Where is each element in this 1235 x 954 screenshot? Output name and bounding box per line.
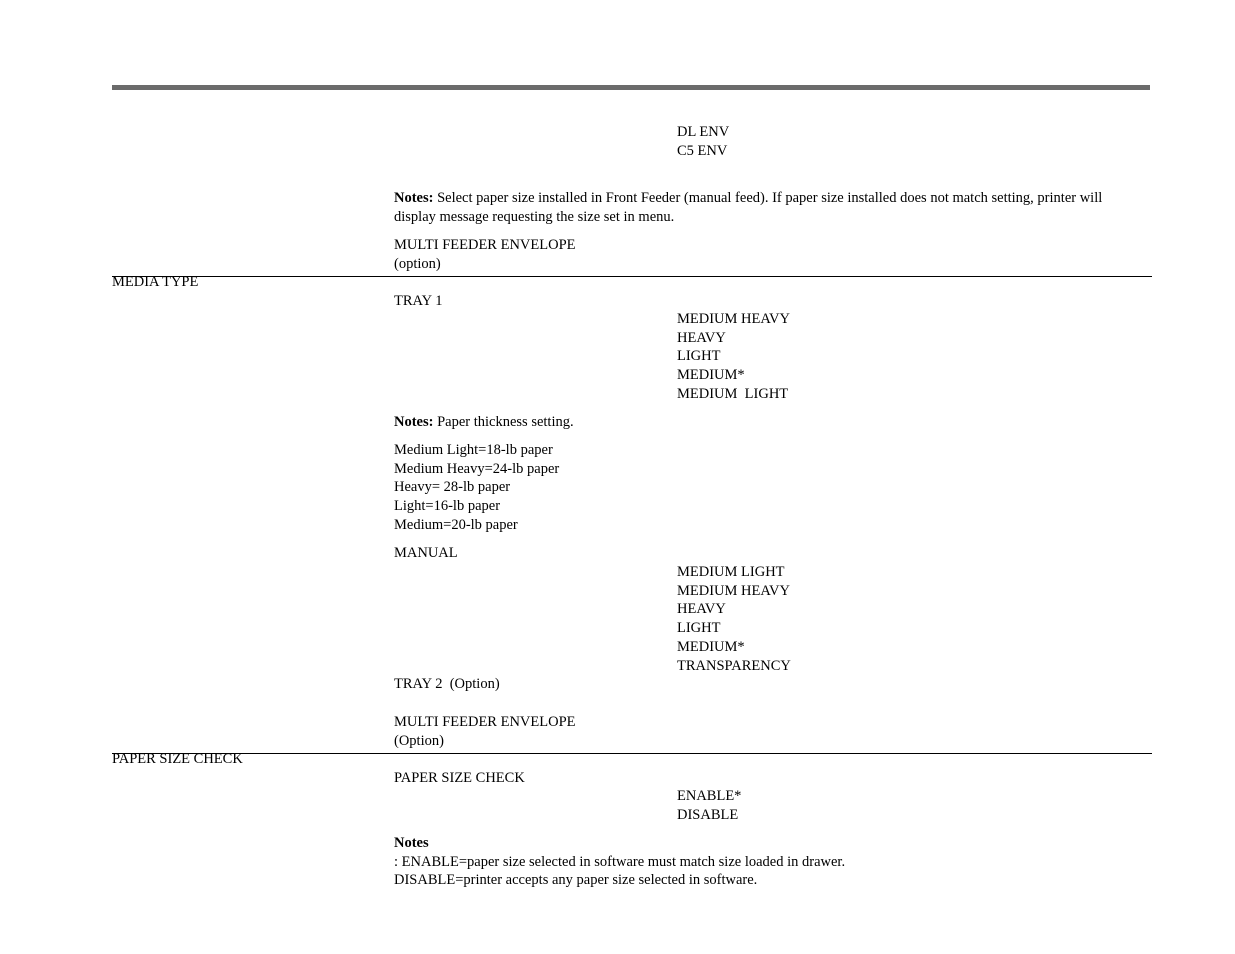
tray1-option: LIGHT <box>677 348 721 365</box>
tray1-option: MEDIUM* <box>677 367 745 384</box>
paper-size-check-option: DISABLE <box>677 806 739 823</box>
note-text: DISABLE=printer accepts any paper size selected in software. <box>394 872 758 889</box>
paper-size-check-options-list <box>677 787 741 824</box>
paper-size-check-heading: PAPER SIZE CHECK <box>112 751 243 767</box>
manual-option: LIGHT <box>677 620 721 637</box>
section-divider <box>112 753 1152 754</box>
manual-option: MEDIUM LIGHT <box>677 564 785 580</box>
multi-feeder-type-item <box>394 713 576 750</box>
multi-feeder-option-label: (option) <box>394 255 441 272</box>
manual-option: MEDIUM HEAVY <box>677 582 790 599</box>
note-text: Select paper size installed in Front Feeder (manual feed). If paper size installed does not match setting, printer will display message requesting the size set in menu. <box>394 190 1103 225</box>
media-type-heading: MEDIA TYPE <box>112 274 199 290</box>
envelope-option: DL ENV <box>677 124 730 140</box>
paper-size-check-option: ENABLE* <box>677 788 742 804</box>
paper-weight: Light=16-lb paper <box>394 498 501 515</box>
note-label: Notes: <box>394 414 434 430</box>
tray1-option: HEAVY <box>677 329 726 346</box>
paper-weight: Heavy= 28-lb paper <box>394 479 511 496</box>
tray1-option: MEDIUM HEAVY <box>677 311 790 327</box>
multi-feeder-label: MULTI FEEDER ENVELOPE <box>394 714 576 730</box>
paper-weight: Medium Light=18-lb paper <box>394 442 553 458</box>
multi-feeder-option-label: (Option) <box>394 732 444 749</box>
envelope-option: C5 ENV <box>677 142 728 159</box>
manual-options-list <box>677 563 791 675</box>
manual-option: TRANSPARENCY <box>677 657 791 674</box>
tray1-options-list <box>677 310 790 404</box>
multi-feeder-size-item <box>394 236 576 273</box>
multi-feeder-label: MULTI FEEDER ENVELOPE <box>394 237 576 253</box>
note-label: Notes <box>394 835 429 851</box>
paper-size-check-note <box>394 834 845 890</box>
section-divider <box>112 276 1152 277</box>
tray1-label: TRAY 1 <box>394 293 443 309</box>
paper-weight: Medium Heavy=24-lb paper <box>394 460 560 477</box>
envelope-options-list <box>677 123 729 160</box>
tray2-label: TRAY 2 (Option) <box>394 676 500 692</box>
tray1-option: MEDIUM LIGHT <box>677 385 789 402</box>
header-bar <box>112 85 1150 90</box>
note-text: Paper thickness setting. <box>433 414 574 430</box>
media-type-note <box>394 413 574 432</box>
manual-option: MEDIUM* <box>677 638 745 655</box>
manual-label: MANUAL <box>394 545 458 561</box>
front-feeder-note <box>394 189 1134 226</box>
note-text: : ENABLE=paper size selected in software must match size loaded in drawer. <box>394 853 846 870</box>
paper-weight: Medium=20-lb paper <box>394 516 518 533</box>
note-label: Notes: <box>394 190 434 206</box>
paper-weights-list <box>394 441 559 535</box>
paper-size-check-label: PAPER SIZE CHECK <box>394 770 525 786</box>
manual-option: HEAVY <box>677 601 726 618</box>
